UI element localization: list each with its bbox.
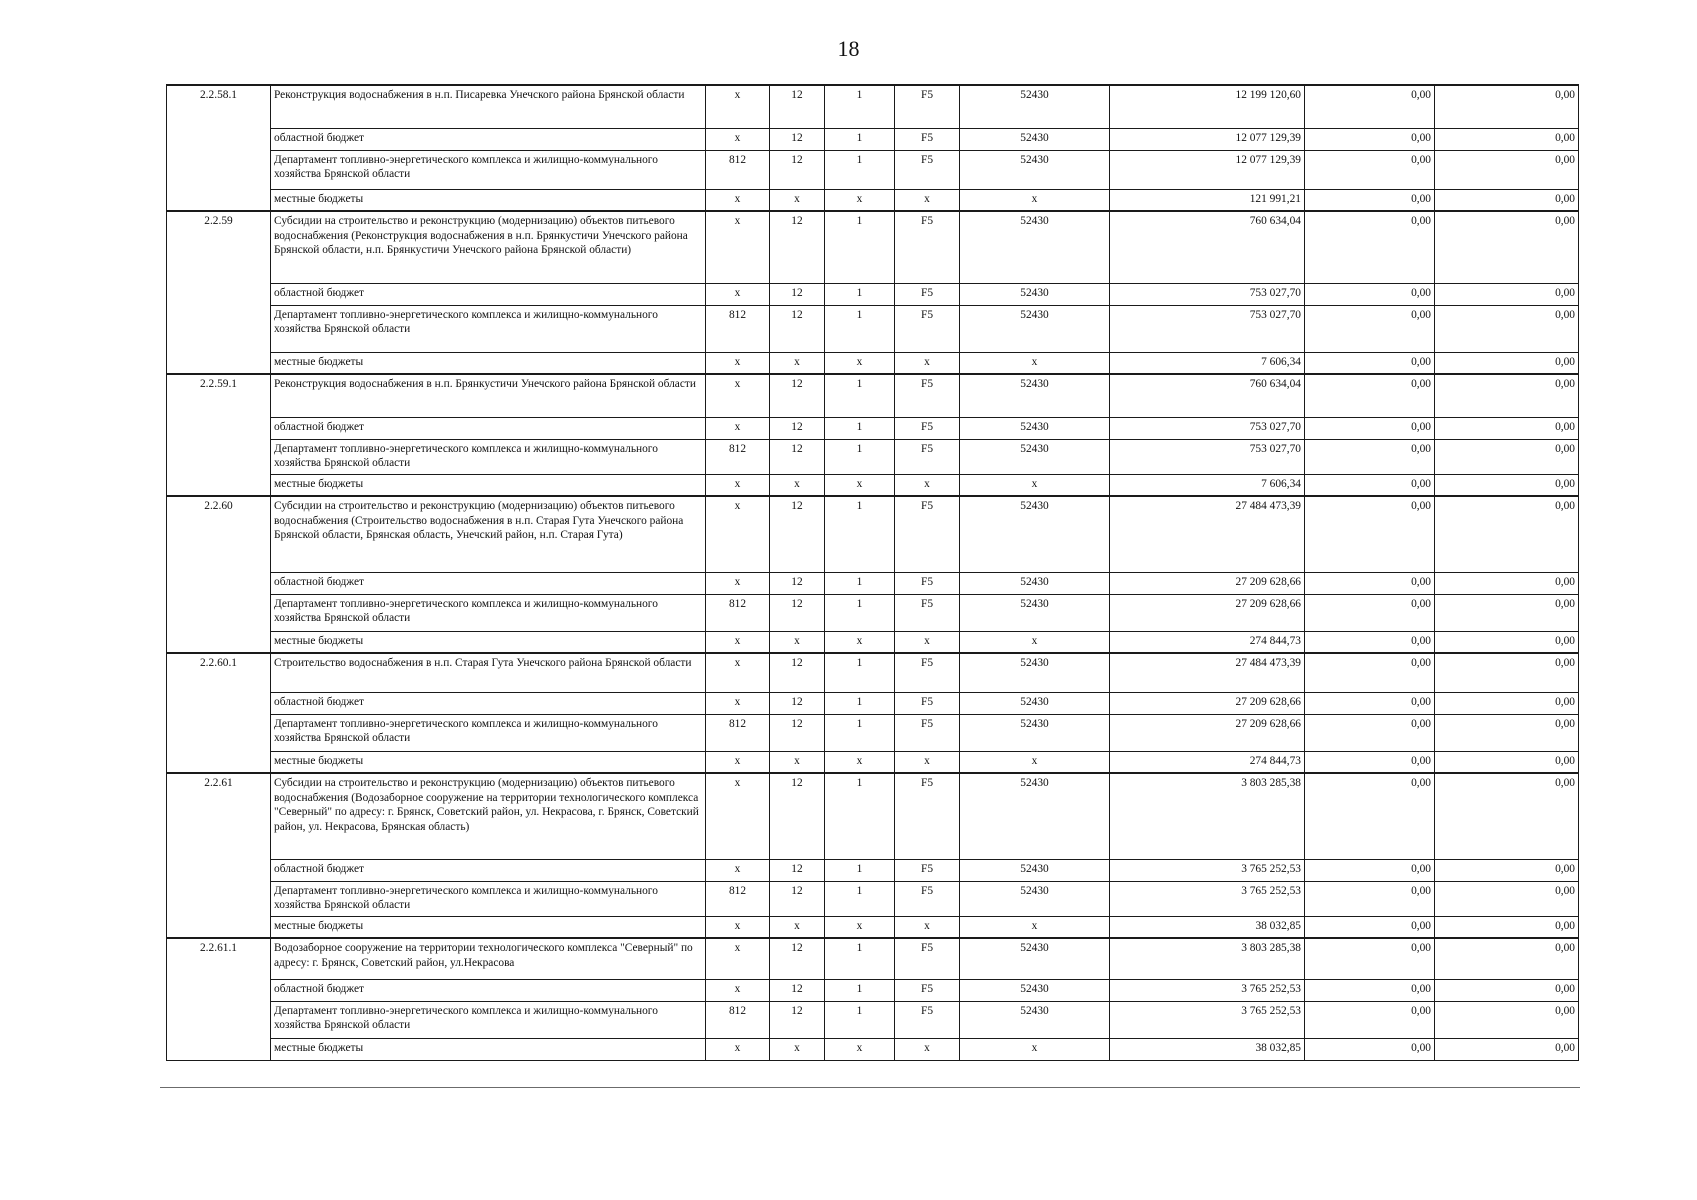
amount-following: 0,00 bbox=[1435, 150, 1579, 189]
amount-current: 38 032,85 bbox=[1110, 1038, 1305, 1060]
grbs-code: x bbox=[706, 572, 770, 594]
item-description: областной бюджет bbox=[271, 128, 706, 150]
amount-next: 0,00 bbox=[1305, 714, 1435, 751]
amount-current: 27 209 628,66 bbox=[1110, 692, 1305, 714]
target-article-code: F5 bbox=[895, 692, 960, 714]
subsection-code: x bbox=[825, 1038, 895, 1060]
target-article-code: F5 bbox=[895, 496, 960, 572]
item-description: Департамент топливно-энергетического комплекса и жилищно-коммунального хозяйства Брянской области bbox=[271, 1001, 706, 1038]
amount-next: 0,00 bbox=[1305, 417, 1435, 439]
table-row bbox=[167, 305, 1579, 352]
grbs-code: x bbox=[706, 189, 770, 211]
amount-next: 0,00 bbox=[1305, 773, 1435, 859]
item-code: 2.2.59 bbox=[167, 211, 271, 374]
amount-next: 0,00 bbox=[1305, 938, 1435, 979]
item-description: Департамент топливно-энергетического комплекса и жилищно-коммунального хозяйства Брянской области bbox=[271, 305, 706, 352]
amount-current: 38 032,85 bbox=[1110, 916, 1305, 938]
amount-following: 0,00 bbox=[1435, 692, 1579, 714]
target-item-code: 52430 bbox=[960, 128, 1110, 150]
section-code: 12 bbox=[770, 417, 825, 439]
subsection-code: 1 bbox=[825, 881, 895, 916]
subsection-code: 1 bbox=[825, 496, 895, 572]
item-description: областной бюджет bbox=[271, 979, 706, 1001]
subsection-code: x bbox=[825, 474, 895, 496]
amount-following: 0,00 bbox=[1435, 305, 1579, 352]
target-article-code: F5 bbox=[895, 417, 960, 439]
item-description: местные бюджеты bbox=[271, 916, 706, 938]
target-item-code: 52430 bbox=[960, 374, 1110, 417]
amount-next: 0,00 bbox=[1305, 1038, 1435, 1060]
amount-next: 0,00 bbox=[1305, 305, 1435, 352]
item-description: Департамент топливно-энергетического комплекса и жилищно-коммунального хозяйства Брянской области bbox=[271, 439, 706, 474]
amount-next: 0,00 bbox=[1305, 283, 1435, 305]
budget-table bbox=[166, 84, 1579, 1061]
section-code: x bbox=[770, 352, 825, 374]
amount-current: 121 991,21 bbox=[1110, 189, 1305, 211]
target-item-code: 52430 bbox=[960, 283, 1110, 305]
target-article-code: F5 bbox=[895, 283, 960, 305]
grbs-code: 812 bbox=[706, 881, 770, 916]
target-item-code: 52430 bbox=[960, 305, 1110, 352]
table-row bbox=[167, 374, 1579, 417]
table-row bbox=[167, 859, 1579, 881]
amount-following: 0,00 bbox=[1435, 881, 1579, 916]
amount-current: 12 199 120,60 bbox=[1110, 85, 1305, 128]
section-code: 12 bbox=[770, 85, 825, 128]
table-row bbox=[167, 85, 1579, 128]
target-item-code: x bbox=[960, 751, 1110, 773]
grbs-code: x bbox=[706, 374, 770, 417]
amount-current: 3 803 285,38 bbox=[1110, 938, 1305, 979]
target-article-code: x bbox=[895, 474, 960, 496]
table-row bbox=[167, 938, 1579, 979]
amount-next: 0,00 bbox=[1305, 653, 1435, 692]
subsection-code: 1 bbox=[825, 305, 895, 352]
target-article-code: F5 bbox=[895, 85, 960, 128]
target-item-code: x bbox=[960, 1038, 1110, 1060]
target-item-code: 52430 bbox=[960, 150, 1110, 189]
section-code: 12 bbox=[770, 938, 825, 979]
target-article-code: F5 bbox=[895, 128, 960, 150]
item-description: местные бюджеты bbox=[271, 631, 706, 653]
target-item-code: 52430 bbox=[960, 211, 1110, 283]
section-code: 12 bbox=[770, 714, 825, 751]
amount-next: 0,00 bbox=[1305, 150, 1435, 189]
section-code: 12 bbox=[770, 979, 825, 1001]
amount-following: 0,00 bbox=[1435, 283, 1579, 305]
target-item-code: 52430 bbox=[960, 881, 1110, 916]
item-code: 2.2.61 bbox=[167, 773, 271, 938]
table-row bbox=[167, 594, 1579, 631]
target-article-code: x bbox=[895, 631, 960, 653]
grbs-code: x bbox=[706, 631, 770, 653]
table-row bbox=[167, 496, 1579, 572]
subsection-code: x bbox=[825, 916, 895, 938]
target-item-code: 52430 bbox=[960, 439, 1110, 474]
target-item-code: x bbox=[960, 916, 1110, 938]
section-code: 12 bbox=[770, 692, 825, 714]
grbs-code: 812 bbox=[706, 439, 770, 474]
subsection-code: 1 bbox=[825, 979, 895, 1001]
grbs-code: x bbox=[706, 938, 770, 979]
subsection-code: 1 bbox=[825, 859, 895, 881]
item-code: 2.2.60.1 bbox=[167, 653, 271, 773]
section-code: 12 bbox=[770, 881, 825, 916]
section-code: x bbox=[770, 916, 825, 938]
target-article-code: F5 bbox=[895, 211, 960, 283]
amount-next: 0,00 bbox=[1305, 496, 1435, 572]
subsection-code: 1 bbox=[825, 374, 895, 417]
section-code: x bbox=[770, 474, 825, 496]
amount-current: 27 484 473,39 bbox=[1110, 653, 1305, 692]
section-code: 12 bbox=[770, 128, 825, 150]
amount-following: 0,00 bbox=[1435, 979, 1579, 1001]
subsection-code: 1 bbox=[825, 417, 895, 439]
table-body bbox=[167, 85, 1579, 1060]
amount-current: 27 209 628,66 bbox=[1110, 572, 1305, 594]
grbs-code: x bbox=[706, 751, 770, 773]
table-row bbox=[167, 653, 1579, 692]
item-description: местные бюджеты bbox=[271, 751, 706, 773]
subsection-code: 1 bbox=[825, 692, 895, 714]
section-code: 12 bbox=[770, 283, 825, 305]
target-item-code: x bbox=[960, 189, 1110, 211]
target-item-code: x bbox=[960, 352, 1110, 374]
amount-current: 760 634,04 bbox=[1110, 374, 1305, 417]
table-row bbox=[167, 352, 1579, 374]
subsection-code: x bbox=[825, 352, 895, 374]
target-article-code: F5 bbox=[895, 979, 960, 1001]
grbs-code: 812 bbox=[706, 305, 770, 352]
subsection-code: 1 bbox=[825, 150, 895, 189]
table-row bbox=[167, 979, 1579, 1001]
section-code: 12 bbox=[770, 773, 825, 859]
amount-next: 0,00 bbox=[1305, 881, 1435, 916]
target-article-code: x bbox=[895, 916, 960, 938]
amount-following: 0,00 bbox=[1435, 417, 1579, 439]
subsection-code: 1 bbox=[825, 572, 895, 594]
item-description: местные бюджеты bbox=[271, 352, 706, 374]
item-description: местные бюджеты bbox=[271, 189, 706, 211]
table-row bbox=[167, 916, 1579, 938]
amount-following: 0,00 bbox=[1435, 496, 1579, 572]
amount-following: 0,00 bbox=[1435, 85, 1579, 128]
subsection-code: 1 bbox=[825, 653, 895, 692]
item-description: Субсидии на строительство и реконструкцию (модернизацию) объектов питьевого водоснабжения (Строительство водоснабжения в н.п. Старая Гута Унечского района Брянской области, Брянская область, Унечский район, н.п. Старая Гута) bbox=[271, 496, 706, 572]
amount-next: 0,00 bbox=[1305, 751, 1435, 773]
amount-current: 753 027,70 bbox=[1110, 283, 1305, 305]
grbs-code: 812 bbox=[706, 714, 770, 751]
amount-following: 0,00 bbox=[1435, 474, 1579, 496]
table-row bbox=[167, 128, 1579, 150]
amount-current: 753 027,70 bbox=[1110, 439, 1305, 474]
section-code: x bbox=[770, 1038, 825, 1060]
target-article-code: F5 bbox=[895, 594, 960, 631]
amount-next: 0,00 bbox=[1305, 211, 1435, 283]
section-code: 12 bbox=[770, 496, 825, 572]
subsection-code: 1 bbox=[825, 1001, 895, 1038]
amount-next: 0,00 bbox=[1305, 128, 1435, 150]
grbs-code: x bbox=[706, 417, 770, 439]
item-description: местные бюджеты bbox=[271, 474, 706, 496]
target-item-code: 52430 bbox=[960, 417, 1110, 439]
table-row bbox=[167, 692, 1579, 714]
section-code: 12 bbox=[770, 653, 825, 692]
amount-following: 0,00 bbox=[1435, 211, 1579, 283]
item-description: местные бюджеты bbox=[271, 1038, 706, 1060]
item-description: областной бюджет bbox=[271, 692, 706, 714]
target-item-code: 52430 bbox=[960, 85, 1110, 128]
table-row bbox=[167, 474, 1579, 496]
amount-current: 7 606,34 bbox=[1110, 352, 1305, 374]
grbs-code: x bbox=[706, 916, 770, 938]
table-row bbox=[167, 714, 1579, 751]
target-item-code: 52430 bbox=[960, 714, 1110, 751]
target-article-code: x bbox=[895, 189, 960, 211]
target-item-code: x bbox=[960, 631, 1110, 653]
amount-current: 12 077 129,39 bbox=[1110, 150, 1305, 189]
amount-current: 274 844,73 bbox=[1110, 631, 1305, 653]
item-description: Строительство водоснабжения в н.п. Старая Гута Унечского района Брянской области bbox=[271, 653, 706, 692]
subsection-code: 1 bbox=[825, 773, 895, 859]
target-item-code: 52430 bbox=[960, 773, 1110, 859]
item-code: 2.2.60 bbox=[167, 496, 271, 653]
target-article-code: x bbox=[895, 352, 960, 374]
subsection-code: x bbox=[825, 751, 895, 773]
subsection-code: 1 bbox=[825, 439, 895, 474]
table-row bbox=[167, 1038, 1579, 1060]
amount-current: 753 027,70 bbox=[1110, 305, 1305, 352]
amount-following: 0,00 bbox=[1435, 189, 1579, 211]
target-item-code: 52430 bbox=[960, 938, 1110, 979]
section-code: 12 bbox=[770, 439, 825, 474]
subsection-code: 1 bbox=[825, 938, 895, 979]
table-row bbox=[167, 751, 1579, 773]
item-description: Департамент топливно-энергетического комплекса и жилищно-коммунального хозяйства Брянской области bbox=[271, 881, 706, 916]
subsection-code: x bbox=[825, 631, 895, 653]
grbs-code: 812 bbox=[706, 1001, 770, 1038]
table-row bbox=[167, 631, 1579, 653]
amount-following: 0,00 bbox=[1435, 859, 1579, 881]
table-row bbox=[167, 439, 1579, 474]
amount-following: 0,00 bbox=[1435, 1001, 1579, 1038]
amount-following: 0,00 bbox=[1435, 572, 1579, 594]
table-row bbox=[167, 881, 1579, 916]
amount-next: 0,00 bbox=[1305, 85, 1435, 128]
item-description: Водозаборное сооружение на территории технологического комплекса "Северный" по адресу: г. Брянск, Советский район, ул.Некрасова bbox=[271, 938, 706, 979]
table-row bbox=[167, 283, 1579, 305]
amount-next: 0,00 bbox=[1305, 859, 1435, 881]
amount-next: 0,00 bbox=[1305, 374, 1435, 417]
amount-next: 0,00 bbox=[1305, 916, 1435, 938]
amount-current: 27 484 473,39 bbox=[1110, 496, 1305, 572]
grbs-code: x bbox=[706, 85, 770, 128]
amount-current: 753 027,70 bbox=[1110, 417, 1305, 439]
item-description: областной бюджет bbox=[271, 283, 706, 305]
table-row bbox=[167, 189, 1579, 211]
target-article-code: F5 bbox=[895, 305, 960, 352]
amount-current: 3 803 285,38 bbox=[1110, 773, 1305, 859]
amount-current: 274 844,73 bbox=[1110, 751, 1305, 773]
amount-current: 3 765 252,53 bbox=[1110, 979, 1305, 1001]
grbs-code: x bbox=[706, 859, 770, 881]
amount-next: 0,00 bbox=[1305, 439, 1435, 474]
amount-next: 0,00 bbox=[1305, 352, 1435, 374]
item-code: 2.2.59.1 bbox=[167, 374, 271, 496]
amount-current: 27 209 628,66 bbox=[1110, 714, 1305, 751]
section-code: x bbox=[770, 189, 825, 211]
subsection-code: 1 bbox=[825, 594, 895, 631]
target-item-code: 52430 bbox=[960, 572, 1110, 594]
amount-next: 0,00 bbox=[1305, 1001, 1435, 1038]
target-item-code: 52430 bbox=[960, 859, 1110, 881]
target-article-code: x bbox=[895, 1038, 960, 1060]
section-code: 12 bbox=[770, 374, 825, 417]
amount-following: 0,00 bbox=[1435, 751, 1579, 773]
subsection-code: 1 bbox=[825, 128, 895, 150]
target-item-code: 52430 bbox=[960, 1001, 1110, 1038]
target-item-code: 52430 bbox=[960, 979, 1110, 1001]
page-number: 18 bbox=[837, 36, 860, 61]
target-article-code: F5 bbox=[895, 653, 960, 692]
table-row bbox=[167, 773, 1579, 859]
amount-next: 0,00 bbox=[1305, 189, 1435, 211]
amount-current: 3 765 252,53 bbox=[1110, 1001, 1305, 1038]
section-code: 12 bbox=[770, 150, 825, 189]
target-article-code: F5 bbox=[895, 859, 960, 881]
target-article-code: F5 bbox=[895, 374, 960, 417]
amount-next: 0,00 bbox=[1305, 572, 1435, 594]
target-article-code: F5 bbox=[895, 1001, 960, 1038]
section-code: 12 bbox=[770, 305, 825, 352]
grbs-code: x bbox=[706, 773, 770, 859]
target-item-code: 52430 bbox=[960, 496, 1110, 572]
amount-following: 0,00 bbox=[1435, 938, 1579, 979]
amount-following: 0,00 bbox=[1435, 916, 1579, 938]
target-article-code: F5 bbox=[895, 714, 960, 751]
grbs-code: x bbox=[706, 1038, 770, 1060]
amount-current: 760 634,04 bbox=[1110, 211, 1305, 283]
subsection-code: x bbox=[825, 189, 895, 211]
section-code: 12 bbox=[770, 211, 825, 283]
amount-next: 0,00 bbox=[1305, 631, 1435, 653]
grbs-code: x bbox=[706, 474, 770, 496]
grbs-code: x bbox=[706, 283, 770, 305]
target-item-code: 52430 bbox=[960, 594, 1110, 631]
subsection-code: 1 bbox=[825, 211, 895, 283]
target-article-code: F5 bbox=[895, 150, 960, 189]
item-description: Реконструкция водоснабжения в н.п. Брянкустичи Унечского района Брянской области bbox=[271, 374, 706, 417]
grbs-code: 812 bbox=[706, 594, 770, 631]
grbs-code: x bbox=[706, 653, 770, 692]
item-description: Субсидии на строительство и реконструкцию (модернизацию) объектов питьевого водоснабжения (Водозаборное сооружение на территории технологического комплекса "Северный" по адресу: г. Брянск, Советский район, ул. Некрасова, г. Брянск, Советский район, ул. Некрасова, Брянская область) bbox=[271, 773, 706, 859]
target-article-code: F5 bbox=[895, 572, 960, 594]
section-code: 12 bbox=[770, 594, 825, 631]
item-description: Реконструкция водоснабжения в н.п. Писаревка Унечского района Брянской области bbox=[271, 85, 706, 128]
grbs-code: x bbox=[706, 979, 770, 1001]
amount-following: 0,00 bbox=[1435, 1038, 1579, 1060]
item-description: областной бюджет bbox=[271, 859, 706, 881]
target-article-code: F5 bbox=[895, 938, 960, 979]
grbs-code: x bbox=[706, 211, 770, 283]
amount-next: 0,00 bbox=[1305, 594, 1435, 631]
item-code: 2.2.58.1 bbox=[167, 85, 271, 211]
target-article-code: F5 bbox=[895, 439, 960, 474]
target-item-code: 52430 bbox=[960, 692, 1110, 714]
amount-following: 0,00 bbox=[1435, 352, 1579, 374]
amount-following: 0,00 bbox=[1435, 594, 1579, 631]
amount-next: 0,00 bbox=[1305, 692, 1435, 714]
amount-following: 0,00 bbox=[1435, 631, 1579, 653]
item-description: Субсидии на строительство и реконструкцию (модернизацию) объектов питьевого водоснабжения (Реконструкция водоснабжения в н.п. Брянкустичи Унечского района Брянской области, н.п. Брянкустичи Унечского района Брянской области) bbox=[271, 211, 706, 283]
target-item-code: x bbox=[960, 474, 1110, 496]
grbs-code: x bbox=[706, 352, 770, 374]
grbs-code: x bbox=[706, 496, 770, 572]
amount-next: 0,00 bbox=[1305, 474, 1435, 496]
section-code: x bbox=[770, 631, 825, 653]
amount-current: 3 765 252,53 bbox=[1110, 859, 1305, 881]
item-description: областной бюджет bbox=[271, 572, 706, 594]
subsection-code: 1 bbox=[825, 283, 895, 305]
amount-current: 27 209 628,66 bbox=[1110, 594, 1305, 631]
target-article-code: F5 bbox=[895, 881, 960, 916]
target-item-code: 52430 bbox=[960, 653, 1110, 692]
item-code: 2.2.61.1 bbox=[167, 938, 271, 1060]
amount-following: 0,00 bbox=[1435, 374, 1579, 417]
item-description: Департамент топливно-энергетического комплекса и жилищно-коммунального хозяйства Брянской области bbox=[271, 150, 706, 189]
section-code: 12 bbox=[770, 572, 825, 594]
table-row bbox=[167, 1001, 1579, 1038]
section-code: x bbox=[770, 751, 825, 773]
subsection-code: 1 bbox=[825, 714, 895, 751]
table-row bbox=[167, 150, 1579, 189]
amount-following: 0,00 bbox=[1435, 714, 1579, 751]
table-row bbox=[167, 572, 1579, 594]
target-article-code: x bbox=[895, 751, 960, 773]
amount-following: 0,00 bbox=[1435, 773, 1579, 859]
amount-following: 0,00 bbox=[1435, 128, 1579, 150]
amount-current: 3 765 252,53 bbox=[1110, 881, 1305, 916]
grbs-code: x bbox=[706, 692, 770, 714]
table-row bbox=[167, 417, 1579, 439]
grbs-code: 812 bbox=[706, 150, 770, 189]
item-description: областной бюджет bbox=[271, 417, 706, 439]
table-row bbox=[167, 211, 1579, 283]
amount-current: 12 077 129,39 bbox=[1110, 128, 1305, 150]
amount-following: 0,00 bbox=[1435, 653, 1579, 692]
target-article-code: F5 bbox=[895, 773, 960, 859]
item-description: Департамент топливно-энергетического комплекса и жилищно-коммунального хозяйства Брянской области bbox=[271, 594, 706, 631]
amount-current: 7 606,34 bbox=[1110, 474, 1305, 496]
amount-following: 0,00 bbox=[1435, 439, 1579, 474]
section-code: 12 bbox=[770, 859, 825, 881]
amount-next: 0,00 bbox=[1305, 979, 1435, 1001]
section-code: 12 bbox=[770, 1001, 825, 1038]
subsection-code: 1 bbox=[825, 85, 895, 128]
footer-rule bbox=[160, 1087, 1580, 1088]
item-description: Департамент топливно-энергетического комплекса и жилищно-коммунального хозяйства Брянской области bbox=[271, 714, 706, 751]
grbs-code: x bbox=[706, 128, 770, 150]
